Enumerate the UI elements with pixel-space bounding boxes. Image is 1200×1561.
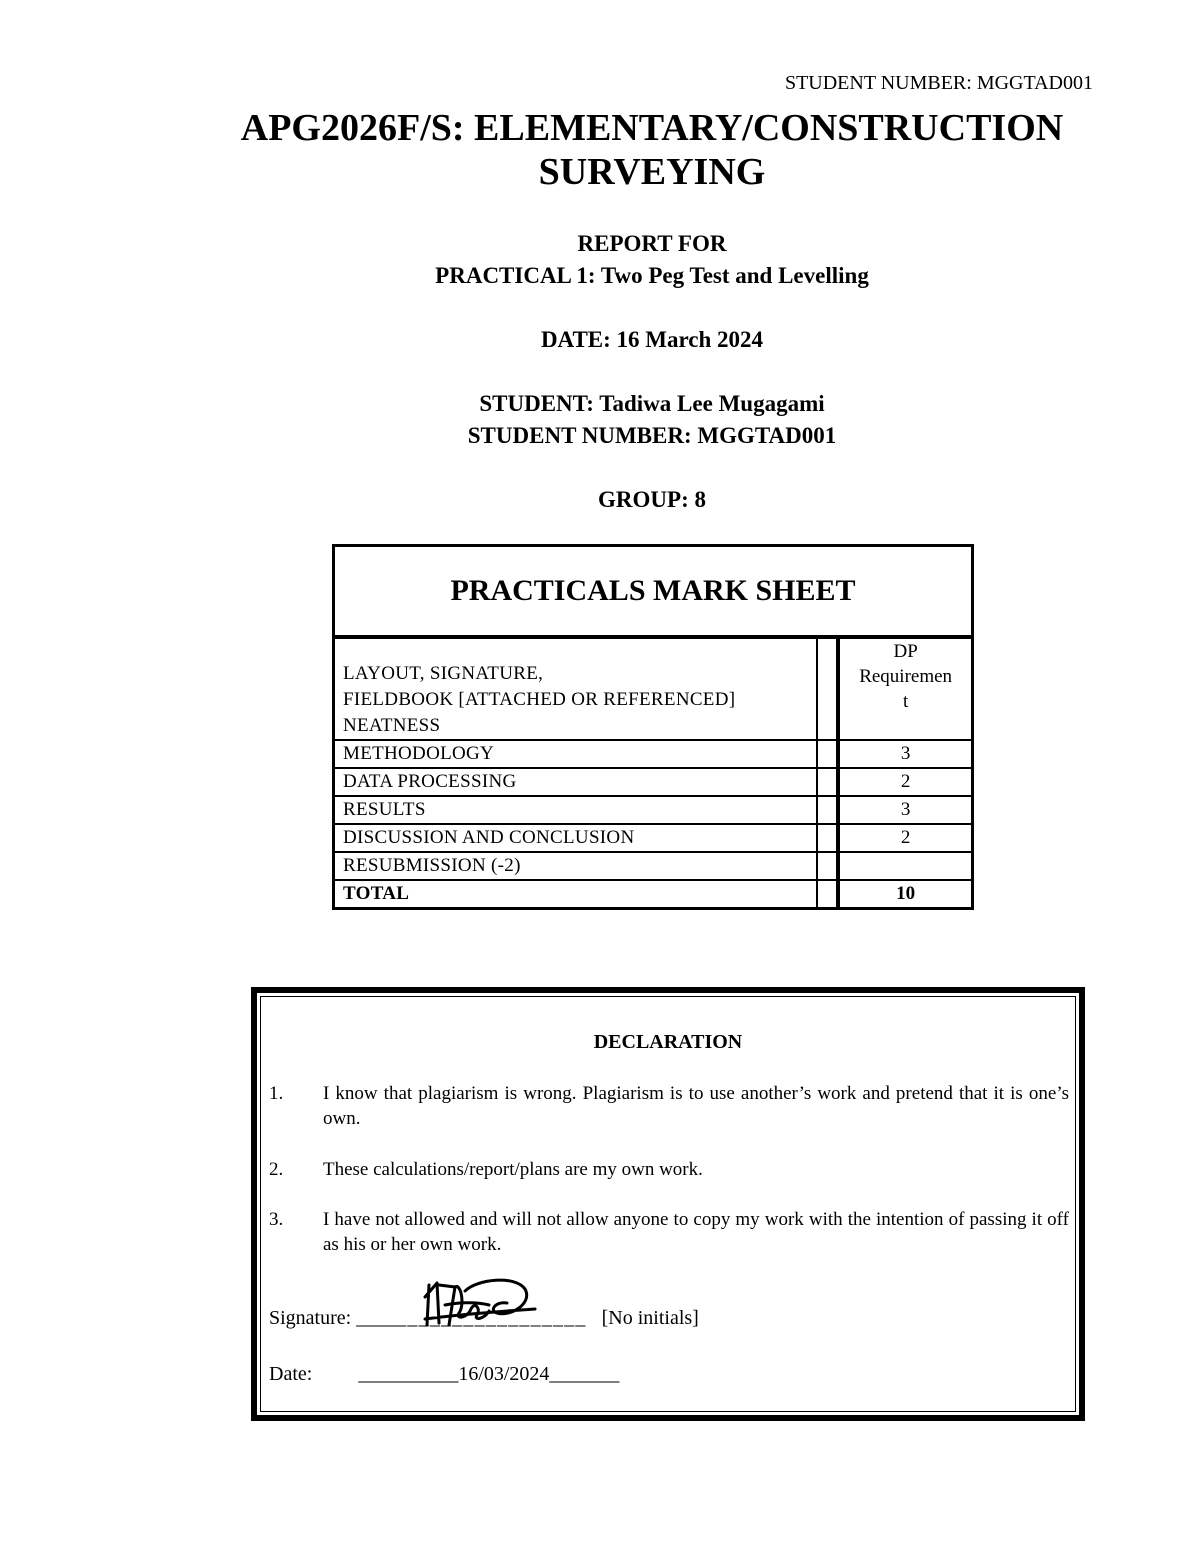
table-row — [334, 824, 973, 852]
declaration-box — [251, 987, 1085, 1421]
item-number: 2. — [269, 1159, 284, 1180]
table-row — [334, 637, 973, 740]
report-date: DATE: 16 March 2024 — [540, 327, 764, 352]
course-title-line1: APG2026F/S: ELEMENTARY/CONSTRUCTION — [240, 107, 1064, 149]
mark-cell — [817, 824, 838, 852]
table-row-total — [334, 880, 973, 909]
table-row — [334, 740, 973, 768]
dp-value — [838, 852, 972, 880]
course-title-line2: SURVEYING — [538, 151, 766, 193]
signature-note: [No initials] — [601, 1307, 699, 1329]
declaration-item — [269, 1081, 1069, 1131]
date-row — [269, 1363, 619, 1386]
item-number: 3. — [269, 1209, 284, 1230]
mark-cell — [817, 637, 838, 740]
signature-label: Signature: — [269, 1307, 352, 1329]
declaration-item — [269, 1207, 1069, 1257]
criterion-methodology: METHODOLOGY — [334, 740, 817, 768]
dp-header-line1: DP — [893, 641, 918, 662]
table-row — [334, 852, 973, 880]
dp-value: 3 — [838, 740, 972, 768]
mark-cell — [817, 796, 838, 824]
item-text: I have not allowed and will not allow anyone to copy my work with the intention of passing it off as his or her own work. — [323, 1209, 1069, 1255]
declaration-title: DECLARATION — [593, 1031, 743, 1053]
dp-value: 3 — [838, 796, 972, 824]
total-label: TOTAL — [334, 880, 817, 909]
student-number: STUDENT NUMBER: MGGTAD001 — [467, 423, 837, 448]
student-info — [250, 388, 1054, 452]
criterion-results: RESULTS — [334, 796, 817, 824]
header-student-number: STUDENT NUMBER: MGGTAD001 — [784, 72, 1093, 94]
report-for: REPORT FOR — [577, 231, 727, 256]
mark-cell — [817, 880, 838, 909]
report-heading — [250, 228, 1054, 292]
criteria-header-line3: NEATNESS — [343, 715, 441, 736]
group-number: GROUP: 8 — [598, 487, 706, 512]
dp-header — [838, 637, 972, 740]
item-text: I know that plagiarism is wrong. Plagiarism is to use another’s work and pretend that it is one’s own. — [323, 1083, 1069, 1129]
student-name: STUDENT: Tadiwa Lee Mugagami — [479, 391, 825, 416]
criteria-header-line2: FIELDBOOK [ATTACHED OR REFERENCED] — [343, 689, 736, 710]
table-row — [334, 796, 973, 824]
declaration-inner-border — [260, 996, 1076, 1412]
total-dp: 10 — [838, 880, 972, 909]
criterion-resubmission: RESUBMISSION (-2) — [334, 852, 817, 880]
item-number: 1. — [269, 1083, 284, 1104]
criteria-header — [334, 637, 817, 740]
dp-header-line2: Requiremen — [859, 666, 953, 687]
handwritten-signature — [415, 1275, 545, 1335]
signature-line-end: _________________ — [396, 1307, 587, 1329]
dp-value: 2 — [838, 768, 972, 796]
criterion-discussion: DISCUSSION AND CONCLUSION — [334, 824, 817, 852]
date-label: Date: — [269, 1363, 313, 1385]
dp-value: 2 — [838, 824, 972, 852]
practical-title: PRACTICAL 1: Two Peg Test and Levelling — [435, 263, 869, 288]
mark-sheet-title: PRACTICALS MARK SHEET — [334, 546, 973, 638]
declaration-item — [269, 1157, 1069, 1182]
mark-cell — [817, 740, 838, 768]
date-value: __________16/03/2024_______ — [358, 1363, 620, 1385]
mark-cell — [817, 852, 838, 880]
mark-cell — [817, 768, 838, 796]
criterion-data-processing: DATA PROCESSING — [334, 768, 817, 796]
dp-header-line3: t — [902, 691, 909, 712]
signature-line: ____ — [356, 1307, 397, 1329]
table-row — [334, 768, 973, 796]
course-title — [150, 106, 1154, 194]
mark-sheet-table — [332, 544, 974, 910]
criteria-header-line1: LAYOUT, SIGNATURE, — [343, 663, 544, 684]
item-text: These calculations/report/plans are my own work. — [323, 1159, 703, 1180]
